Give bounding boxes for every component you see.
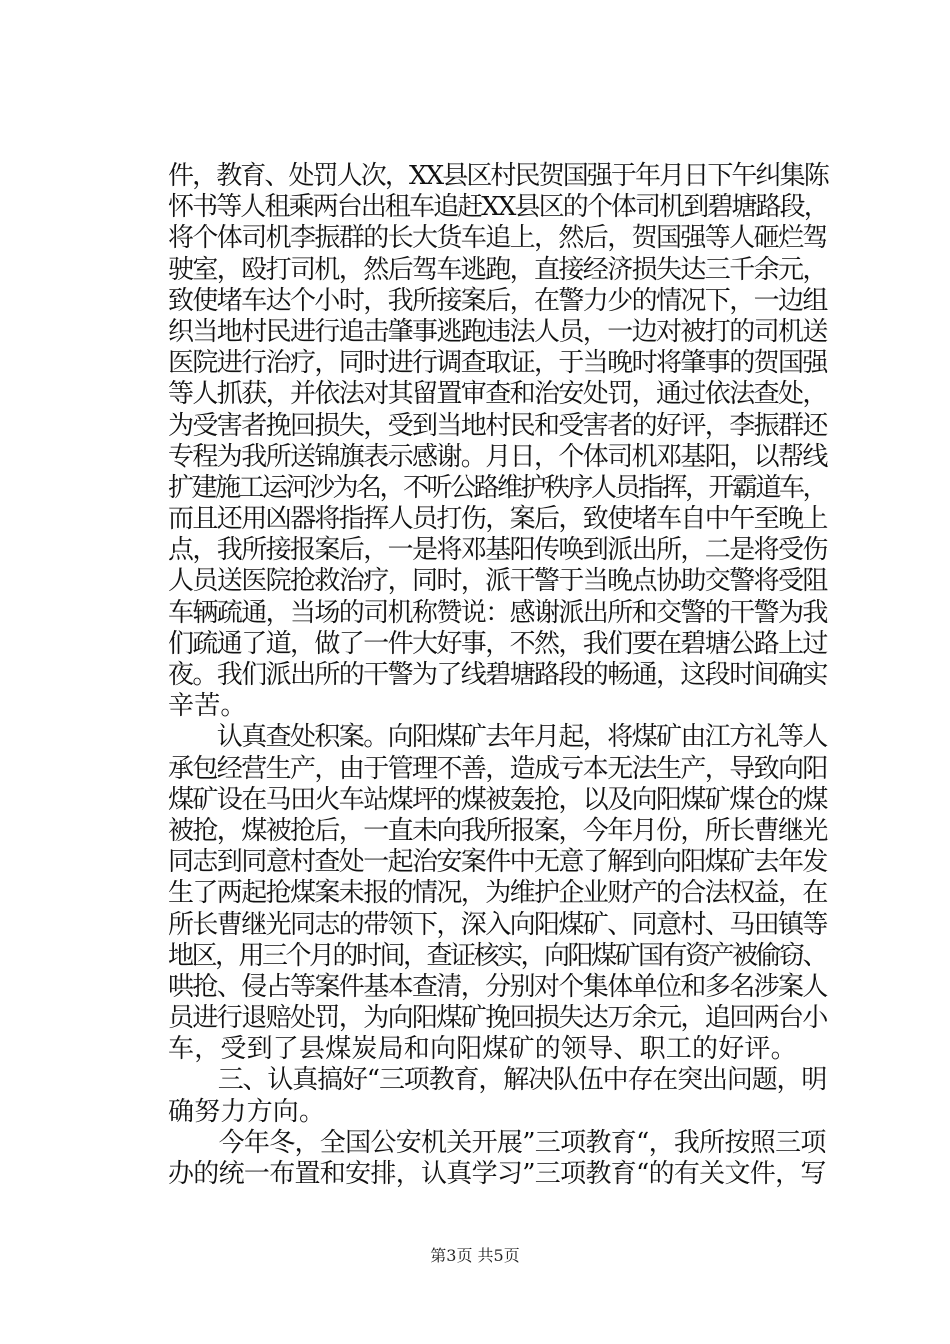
text-line: 怀书等人租乘两台出租车追赶XX县区的个体司机到碧塘路段， — [168, 192, 828, 223]
text-line: 专程为我所送锦旗表示感谢。月日，个体司机邓基阳，以帮线 — [168, 441, 827, 472]
text-line: 今年冬，全国公安机关开展”三项教育“，我所按照三项 — [168, 1127, 826, 1158]
text-line: 件，教育、处罚人次，XX县区村民贺国强于年月日下午纠集陈 — [168, 161, 828, 191]
text-line: 夜。我们派出所的干警为了线碧塘路段的畅通，这段时间确实 — [168, 660, 827, 690]
text-line: 车辆疏通，当场的司机称赞说：感谢派出所和交警的干警为我 — [168, 597, 827, 628]
text-line: 地区，用三个月的时间，查证核实，向阳煤矿国有资产被偷窃、 — [168, 940, 827, 971]
text-line: 煤矿设在马田火车站煤坪的煤被轰抢，以及向阳煤矿煤仓的煤 — [168, 784, 827, 815]
text-line: 医院进行治疗，同时进行调查取证，于当晚时将肇事的贺国强 — [168, 348, 827, 379]
text-line: 辛苦。 — [168, 691, 247, 722]
text-line: 承包经营生产，由于管理不善，造成亏本无法生产，导致向阳 — [168, 753, 827, 784]
text-line: 等人抓获，并依法对其留置审查和治安处罚，通过依法查处， — [168, 379, 827, 410]
text-line: 确努力方向。 — [168, 1096, 326, 1127]
text-line: 致使堵车达个小时，我所接案后，在警力少的情况下，一边组 — [168, 285, 827, 316]
text-line: 将个体司机李振群的长大货车追上，然后，贺国强等人砸烂驾 — [168, 223, 827, 254]
text-line: 员进行退赔处罚，为向阳煤矿挽回损失达万余元，追回两台小 — [168, 1003, 827, 1034]
text-line: 所长曹继光同志的带领下，深入向阳煤矿、同意村、马田镇等 — [168, 909, 827, 940]
text-line: 驶室，殴打司机，然后驾车逃跑，直接经济损失达三千余元， — [168, 254, 827, 285]
text-line: 办的统一布置和安排，认真学习”三项教育“的有关文件，写 — [168, 1159, 826, 1189]
text-line: 点，我所接报案后，一是将邓基阳传唤到派出所，二是将受伤 — [168, 535, 827, 566]
page-number-label: 第3页 共5页 — [430, 1246, 520, 1265]
text-line: 被抢，煤被抢后，一直未向我所报案，今年月份，所长曹继光 — [168, 815, 827, 846]
document-body — [168, 161, 828, 1190]
text-line: 织当地村民进行追击肇事逃跑违法人员，一边对被打的司机送 — [168, 316, 827, 347]
text-line: 扩建施工运河沙为名，不听公路维护秩序人员指挥，开霸道车， — [168, 472, 827, 503]
text-line: 车，受到了县煤炭局和向阳煤矿的领导、职工的好评。 — [168, 1034, 797, 1065]
text-line: 同志到同意村查处一起治安案件中无意了解到向阳煤矿去年发 — [168, 847, 827, 878]
text-line: 而且还用凶器将指挥人员打伤，案后，致使堵车自中午至晚上 — [168, 504, 827, 535]
text-line: 为受害者挽回损失，受到当地村民和受害者的好评，李振群还 — [168, 410, 827, 441]
page-footer — [0, 1246, 950, 1266]
text-line: 认真查处积案。向阳煤矿去年月起，将煤矿由江方礼等人 — [168, 722, 827, 753]
text-line: 哄抢、侵占等案件基本查清，分别对个集体单位和多名涉案人 — [168, 971, 827, 1002]
text-line: 人员送医院抢救治疗，同时，派干警于当晚点协助交警将受阻 — [168, 566, 827, 597]
text-line: 三、认真搞好“三项教育，解决队伍中存在突出问题，明 — [168, 1065, 827, 1096]
text-line: 生了两起抢煤案未报的情况，为维护企业财产的合法权益，在 — [168, 878, 827, 909]
text-line: 们疏通了道，做了一件大好事，不然，我们要在碧塘公路上过 — [168, 628, 827, 659]
